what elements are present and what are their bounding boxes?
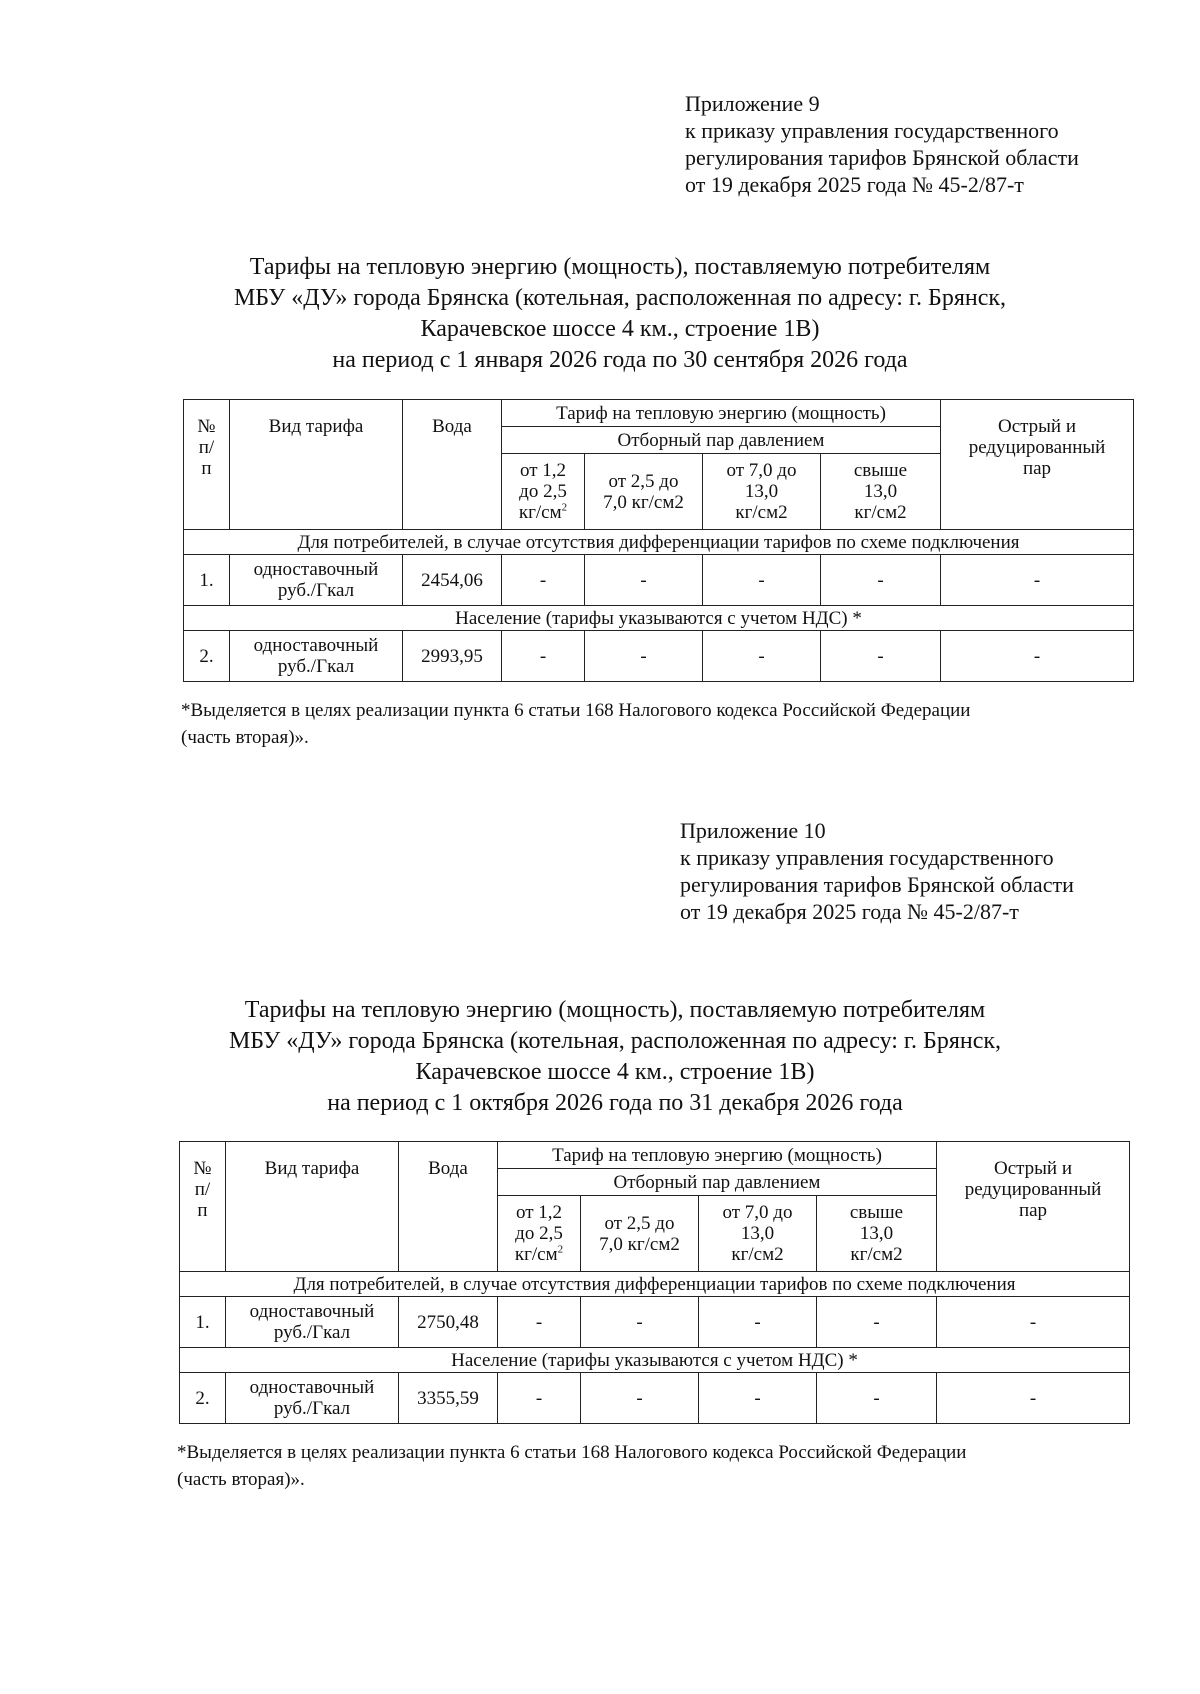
table-row [180, 1373, 1130, 1424]
row-tariff-type: одноставочный руб./Гкал [230, 631, 403, 682]
header-pressure-1: от 1,2 до 2,5 $кг/см^2$ [498, 1196, 581, 1272]
annex-line: к приказу управления государственного [680, 845, 1054, 870]
header-num: № п/ п [184, 400, 230, 530]
footnote-2: *Выделяется в целях реализации пункта 6 статьи 168 Налогового кодекса Российской Федерации (часть вторая)». [177, 1442, 967, 1490]
section-row: Для потребителей, в случае отсутствия дифференциации тарифов по схеме подключения [184, 530, 1134, 555]
row-p3-value: - [703, 631, 821, 682]
title-line: Карачевское шоссе 4 км., строение 1В) [415, 1059, 815, 1085]
header-pressure-3: от 7,0 до 13,0 кг/см2 [699, 1196, 817, 1272]
row-p3-value: - [699, 1373, 817, 1424]
row-p4-value: - [817, 1373, 937, 1424]
row-water-value: 2750,48 [399, 1297, 498, 1348]
row-water-value: 2454,06 [403, 555, 502, 606]
annex-9-header [685, 90, 1165, 198]
annex-line: регулирования тарифов Брянской области [685, 145, 1079, 170]
header-heat-group: Тариф на тепловую энергию (мощность) [498, 1142, 937, 1169]
row-water-value: 2993,95 [403, 631, 502, 682]
section-row: Для потребителей, в случае отсутствия дифференциации тарифов по схеме подключения [180, 1272, 1130, 1297]
row-tariff-type: одноставочный руб./Гкал [230, 555, 403, 606]
annex-line: от 19 декабря 2025 года № 45-2/87-т [685, 172, 1024, 197]
document-title-2 [145, 995, 1085, 1119]
row-sharp-value: - [941, 555, 1134, 606]
row-sharp-value: - [937, 1373, 1130, 1424]
row-p2-value: - [581, 1297, 699, 1348]
row-p4-value: - [821, 631, 941, 682]
annex-line: к приказу управления государственного [685, 118, 1059, 143]
row-p1-value: - [502, 555, 585, 606]
tariff-table-2 [179, 1141, 1130, 1424]
row-p1-value: - [498, 1373, 581, 1424]
title-line: Тарифы на тепловую энергию (мощность), поставляемую потребителям [244, 997, 986, 1023]
header-sharp-steam: Острый и редуцированный пар [937, 1142, 1130, 1272]
annex-line: Приложение 10 [680, 818, 826, 843]
row-num: 1. [180, 1297, 226, 1348]
row-water-value: 3355,59 [399, 1373, 498, 1424]
row-p2-value: - [585, 555, 703, 606]
title-line: Тарифы на тепловую энергию (мощность), поставляемую потребителям [249, 254, 991, 280]
header-num: № п/ п [180, 1142, 226, 1272]
header-pressure-1: от 1,2 до 2,5 $кг/см^2$ [502, 454, 585, 530]
row-sharp-value: - [941, 631, 1134, 682]
row-sharp-value: - [937, 1297, 1130, 1348]
row-p1-value: - [498, 1297, 581, 1348]
tariff-table-1 [183, 399, 1134, 682]
header-pressure-4: свыше 13,0 кг/см2 [821, 454, 941, 530]
header-tariff-type: Вид тарифа [226, 1142, 399, 1272]
header-tariff-type: Вид тарифа [230, 400, 403, 530]
annex-line: от 19 декабря 2025 года № 45-2/87-т [680, 899, 1019, 924]
header-steam-group: Отборный пар давлением [502, 427, 941, 454]
header-steam-group: Отборный пар давлением [498, 1169, 937, 1196]
title-line: МБУ «ДУ» города Брянска (котельная, расположенная по адресу: г. Брянск, [228, 1028, 1002, 1054]
row-p4-value: - [821, 555, 941, 606]
table-row [180, 1297, 1130, 1348]
table-row [184, 555, 1134, 606]
header-pressure-4: свыше 13,0 кг/см2 [817, 1196, 937, 1272]
header-pressure-3: от 7,0 до 13,0 кг/см2 [703, 454, 821, 530]
header-water: Вода [399, 1142, 498, 1272]
header-water: Вода [403, 400, 502, 530]
row-p3-value: - [703, 555, 821, 606]
title-line: Карачевское шоссе 4 км., строение 1В) [420, 316, 820, 342]
footnote-1: *Выделяется в целях реализации пункта 6 статьи 168 Налогового кодекса Российской Федерации (часть вторая)». [181, 700, 971, 748]
section-row: Население (тарифы указываются с учетом НДС) * [180, 1348, 1130, 1373]
row-num: 1. [184, 555, 230, 606]
row-num: 2. [184, 631, 230, 682]
row-p2-value: - [581, 1373, 699, 1424]
annex-line: Приложение 9 [685, 91, 820, 116]
row-p3-value: - [699, 1297, 817, 1348]
header-heat-group: Тариф на тепловую энергию (мощность) [502, 400, 941, 427]
row-p1-value: - [502, 631, 585, 682]
document-title-1 [150, 252, 1090, 376]
row-tariff-type: одноставочный руб./Гкал [226, 1297, 399, 1348]
annex-10-header [680, 817, 1160, 925]
title-line: МБУ «ДУ» города Брянска (котельная, расположенная по адресу: г. Брянск, [233, 285, 1007, 311]
section-row: Население (тарифы указываются с учетом НДС) * [184, 606, 1134, 631]
title-line: на период с 1 января 2026 года по 30 сентября 2026 года [332, 347, 908, 373]
row-tariff-type: одноставочный руб./Гкал [226, 1373, 399, 1424]
row-p4-value: - [817, 1297, 937, 1348]
title-line: на период с 1 октября 2026 года по 31 декабря 2026 года [327, 1090, 903, 1116]
header-pressure-2: от 2,5 до 7,0 кг/см2 [581, 1196, 699, 1272]
row-num: 2. [180, 1373, 226, 1424]
annex-line: регулирования тарифов Брянской области [680, 872, 1074, 897]
header-pressure-2: от 2,5 до 7,0 кг/см2 [585, 454, 703, 530]
row-p2-value: - [585, 631, 703, 682]
header-sharp-steam: Острый и редуцированный пар [941, 400, 1134, 530]
table-row [184, 631, 1134, 682]
